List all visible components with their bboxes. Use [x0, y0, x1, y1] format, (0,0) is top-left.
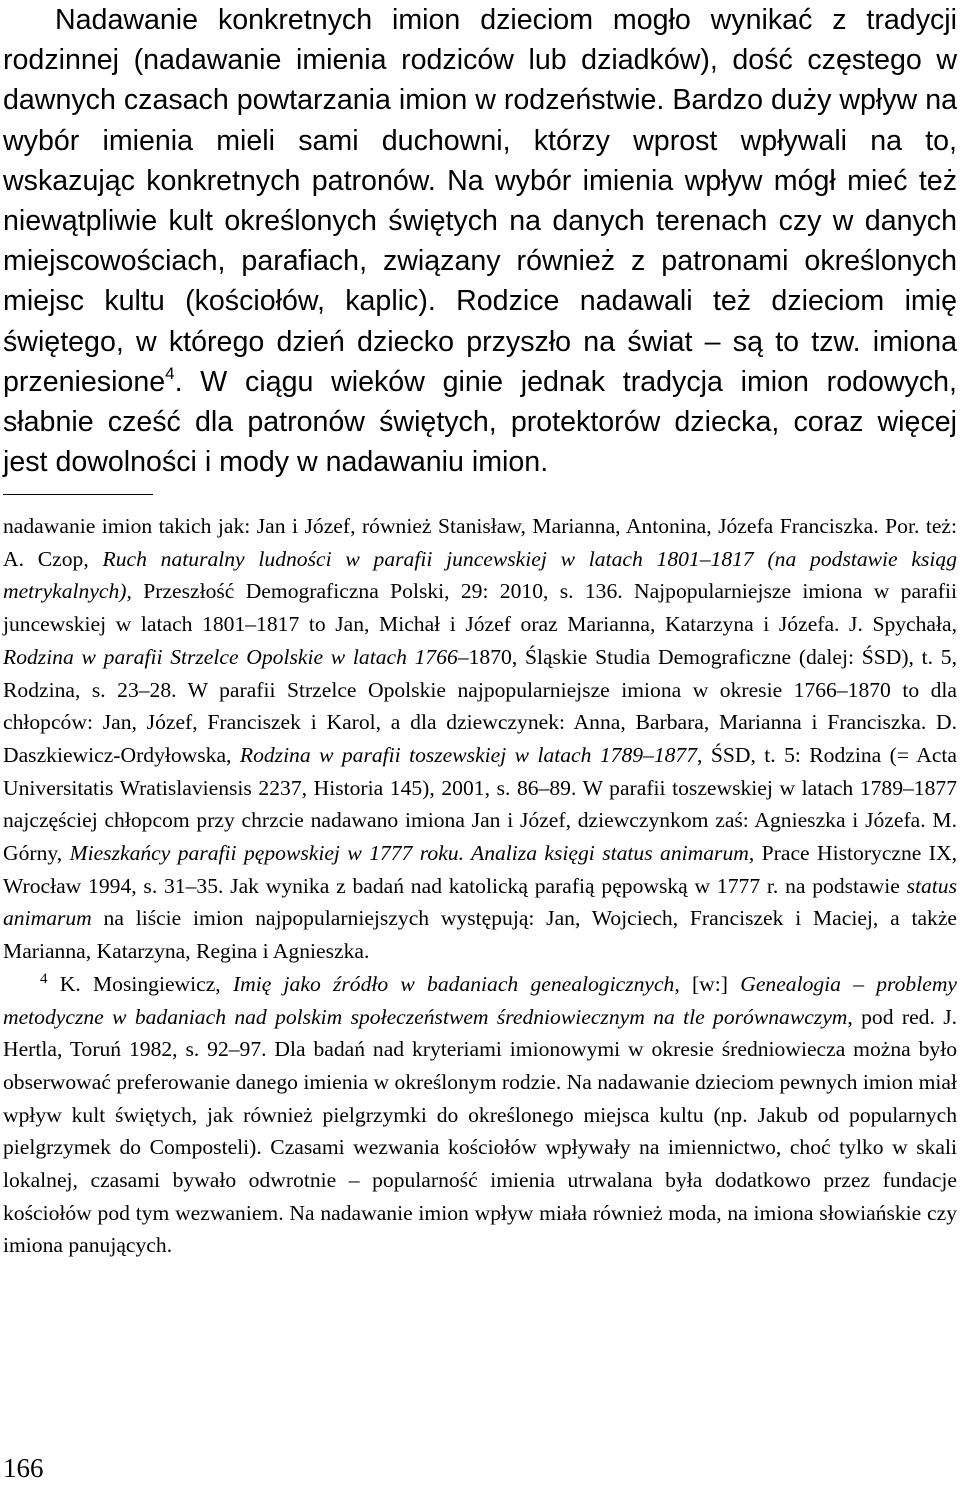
footnote-title-italic: Rodzina w parafii toszewskiej w latach 1789–1877 — [239, 742, 698, 767]
footnote-separator — [3, 494, 153, 495]
main-paragraph — [3, 0, 957, 482]
footnote-title-italic: Genealogia – problemy metodyczne w badaniach nad polskim społeczeństwem średniowiecznym na tle porównawczym — [3, 971, 957, 1029]
page-number: 166 — [3, 1453, 44, 1483]
footnotes — [3, 510, 957, 1262]
footnote-text: Przeszłość Demograficzna Polski, 29: 2010, s. 136. Najpopularniejsze imiona w parafii juncewskiej w latach 1801–1817 to Jan, Michał i Józef oraz Marianna, Katarzyna i Józefa. J. Spychała, — [3, 579, 957, 637]
footnote-title-italic: Mieszkańcy parafii pępowskiej w 1777 roku. Analiza księgi status animarum — [69, 841, 749, 866]
footnote-3-continued — [3, 510, 957, 968]
footnote-text: K. Mosingiewicz, — [47, 971, 233, 996]
main-text: Nadawanie konkretnych imion dzieciom mogło wynikać z tradycji rodzinnej (nadawanie imienia rodziców lub dziadków), dość częstego w dawnych czasach powtarzania imion w rodzeństwie. Bardzo duży wpływ na wybór imienia mieli sami duchowni, którzy wprost wpływali na to, wskazując konkretnych patronów. Na wybór imienia wpływ mógł mieć też niewątpliwie kult określonych świętych na danych terenach czy w danych miejscowościach, parafiach, związany również z patronami określonych miejsc kultu (kościołów, kaplic). Rodzice nadawali też dzieciom imię świętego, w którego dzień dziecko przyszło na świat – są to tzw. imiona przeniesione — [3, 4, 957, 398]
footnote-title-italic: Ruch naturalny ludności w parafii juncewskiej w latach 1801–1817 (na podstawie ksiąg metrykalnych), — [3, 546, 957, 604]
footnote-text: , pod red. J. Hertla, Toruń 1982, s. 92–97. Dla badań nad kryteriami imionowymi w okresie średniowiecza można było obserwować preferowanie danego imienia w określonym rodzie. Na nadawanie dzieciom pewnych imion miał wpływ kult świętych, jak również pielgrzymki do określonego miejsca kultu (np. Jakub od popularnych pielgrzymek do Composteli). Czasami wezwania kościołów wpływały na imiennictwo, choć tylko w skali lokalnej, czasami bywało odwrotnie – popularność imienia utrwalana była dodatkowo przez fundacje kościołów pod tym wezwaniem. Na nadawanie imion wpływ miała również moda, na imiona słowiańskie czy imiona panujących. — [3, 1004, 957, 1258]
footnote-4 — [3, 968, 957, 1262]
footnote-number: 4 — [40, 970, 48, 987]
footnote-title-italic: Rodzina w parafii Strzelce Opolskie w latach 1766 — [3, 644, 458, 669]
footnote-title-italic: Imię jako źródło w badaniach genealogicznych — [232, 971, 675, 996]
footnote-title-italic: status animarum — [3, 873, 957, 931]
footnote-text: na liście imion najpopularniejszych występują: Jan, Wojciech, Franciszek i Maciej, a także Marianna, Katarzyna, Regina i Agnieszka. — [3, 906, 957, 964]
footnote-text: , ŚSD, t. 5: Rodzina (= Acta Universitatis Wratislaviensis 2237, Historia 145), 2001, s. 86–89. W parafii toszewskiej w latach 1789–1877 najczęściej chłopcom przy chrzcie nadawano imiona Jan i Józef, dziewczynkom zaś: Agnieszka i Józefa. M. Górny, — [3, 742, 957, 866]
main-text-continued: . W ciągu wieków ginie jednak tradycja imion rodowych, słabnie cześć dla patronów świętych, protektorów dziecka, coraz więcej jest dowolności i mody w nadawaniu imion. — [3, 365, 957, 479]
footnote-text: –1870, Śląskie Studia Demograficzne (dalej: ŚSD), t. 5, Rodzina, s. 23–28. W parafii Strzelce Opolskie najpopularniejsze imiona w okresie 1766–1870 to dla chłopców: Jan, Józef, Franciszek i Karol, a dla dziewczynek: Anna, Barbara, Marianna i Franciszka. D. Daszkiewicz-Ordyłowska, — [3, 644, 957, 767]
footnote-text: nadawanie imion takich jak: Jan i Józef, również Stanisław, Marianna, Antonina, Józefa Franciszka. Por. też: A. Czop, — [3, 514, 957, 571]
footnote-reference[interactable]: 4 — [165, 363, 175, 383]
footnote-text: , [w:] — [674, 971, 741, 996]
footnote-text: , Prace Historyczne IX, Wrocław 1994, s. 31–35. Jak wynika z badań nad katolicką parafią pępowską w 1777 r. na podstawie — [3, 841, 957, 898]
